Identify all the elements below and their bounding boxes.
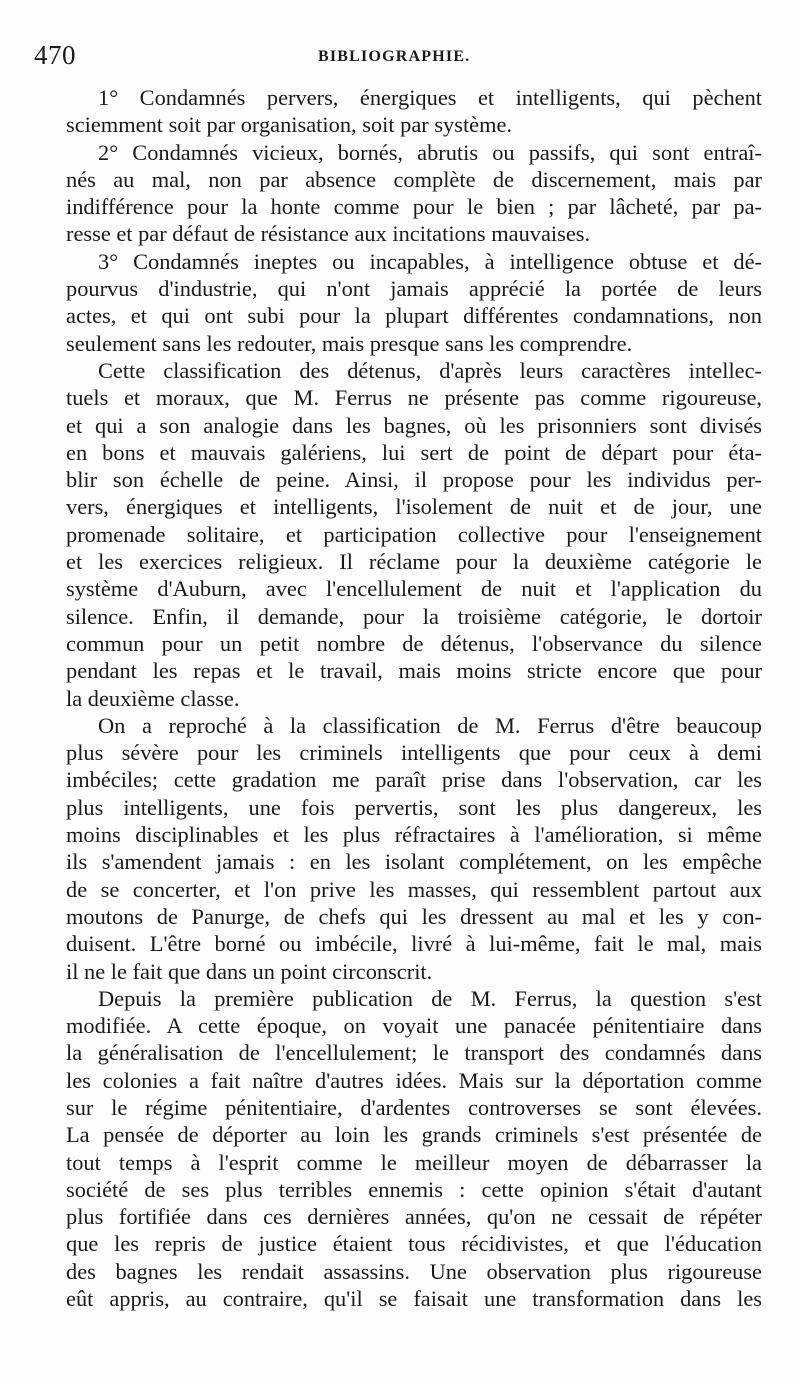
text-line: pendant les repas et le travail, mais moins stricte encore que pour [66, 658, 762, 684]
text-line: la généralisation de l'encellulement; le transport des condamnés dans [66, 1040, 762, 1066]
text-line: que les repris de justice étaient tous récidivistes, et que l'éducation [66, 1231, 762, 1257]
paragraph-category-1 [34, 84, 762, 139]
running-head: BIBLIOGRAPHIE. [318, 48, 471, 65]
page-header [32, 40, 772, 74]
text-line: resse et par défaut de résistance aux incitations mauvaises. [66, 221, 591, 247]
text-line: vers, énergiques et intelligents, l'isolement de nuit et de jour, une [66, 494, 762, 520]
text-line: seulement sans les redouter, mais presque sans les comprendre. [66, 330, 633, 356]
text-line: promenade solitaire, et participation collective pour l'enseignement [66, 521, 762, 547]
text-line: eût appris, au contraire, qu'il se faisait une transformation dans les [66, 1286, 762, 1312]
text-line: des bagnes les rendait assassins. Une observation plus rigoureuse [66, 1258, 762, 1284]
text-line: commun pour un petit nombre de détenus, l'observance du silence [66, 630, 762, 656]
text-line: de se concerter, et l'on prive les masses, qui ressemblent partout aux [66, 876, 762, 902]
body-text [34, 84, 762, 1312]
text-line: Cette classification des détenus, d'après leurs caractères intellec- [98, 357, 762, 383]
text-line: sciemment soit par organisation, soit par système. [66, 112, 513, 138]
text-line: La pensée de déporter au loin les grands criminels s'est présentée de [66, 1122, 762, 1148]
text-line: moins disciplinables et les plus réfractaires à l'amélioration, si même [66, 822, 762, 848]
text-line: 2° Condamnés vicieux, bornés, abrutis ou passifs, qui sont entraî- [98, 139, 762, 165]
text-line: nés au mal, non par absence complète de discernement, mais par [66, 166, 762, 192]
text-line: système d'Auburn, avec l'encellulement de nuit et l'application du [66, 576, 762, 602]
text-line: la deuxième classe. [66, 685, 240, 711]
text-line: ils s'amendent jamais : en les isolant complétement, on les empêche [66, 849, 762, 875]
text-line: moutons de Panurge, de chefs qui les dressent au mal et les y con- [66, 903, 762, 929]
paragraph-category-3 [34, 248, 762, 357]
text-line: 1° Condamnés pervers, énergiques et intelligents, qui pèchent [98, 85, 762, 110]
text-line: sur le régime pénitentiaire, d'ardentes controverses se sont élevées. [66, 1094, 762, 1120]
text-line: silence. Enfin, il demande, pour la troisième catégorie, le dortoir [66, 603, 762, 629]
text-line: plus sévère pour les criminels intelligents que pour ceux à demi [66, 740, 762, 766]
text-line: et qui a son analogie dans les bagnes, où les prisonniers sont divisés [66, 412, 762, 438]
text-line: imbéciles; cette gradation me paraît prise dans l'observation, car les [66, 767, 762, 793]
text-line: et les exercices religieux. Il réclame pour la deuxième catégorie le [66, 549, 762, 575]
text-line: actes, et qui ont subi pour la plupart différentes condamnations, non [66, 303, 762, 329]
text-line: modifiée. A cette époque, on voyait une panacée pénitentiaire dans [66, 1013, 762, 1039]
text-line: duisent. L'être borné ou imbécile, livré à lui-même, fait le mal, mais [66, 931, 762, 957]
paragraph-classification [34, 357, 762, 712]
text-line: il ne le fait que dans un point circonscrit. [66, 958, 433, 984]
text-line: en bons et mauvais galériens, lui sert de point de départ pour éta- [66, 439, 762, 465]
text-line: indifférence pour la honte comme pour le bien ; par lâcheté, par pa- [66, 194, 762, 220]
paragraph-category-2 [34, 139, 762, 248]
text-line: pourvus d'industrie, qui n'ont jamais apprécié la portée de leurs [66, 276, 762, 302]
text-line: On a reproché à la classification de M. Ferrus d'être beaucoup [98, 712, 762, 738]
text-line: tout temps à l'esprit comme le meilleur moyen de débarrasser la [66, 1149, 762, 1175]
text-line: plus intelligents, une fois pervertis, sont les plus dangereux, les [66, 794, 762, 820]
text-line: 3° Condamnés ineptes ou incapables, à intelligence obtuse et dé- [98, 248, 762, 274]
text-line: blir son échelle de peine. Ainsi, il propose pour les individus per- [66, 467, 762, 493]
text-line: plus fortifiée dans ces dernières années, qu'on ne cessait de répéter [66, 1204, 762, 1230]
text-line: société de ses plus terribles ennemis : cette opinion s'était d'autant [66, 1176, 762, 1202]
paragraph-reproche [34, 712, 762, 985]
text-line: Depuis la première publication de M. Ferrus, la question s'est [98, 985, 762, 1011]
text-line: tuels et moraux, que M. Ferrus ne présente pas comme rigoureuse, [66, 385, 762, 411]
page-number: 470 [34, 40, 76, 70]
text-line: les colonies a fait naître d'autres idées. Mais sur la déportation comme [66, 1067, 762, 1093]
paragraph-depuis [34, 985, 762, 1313]
